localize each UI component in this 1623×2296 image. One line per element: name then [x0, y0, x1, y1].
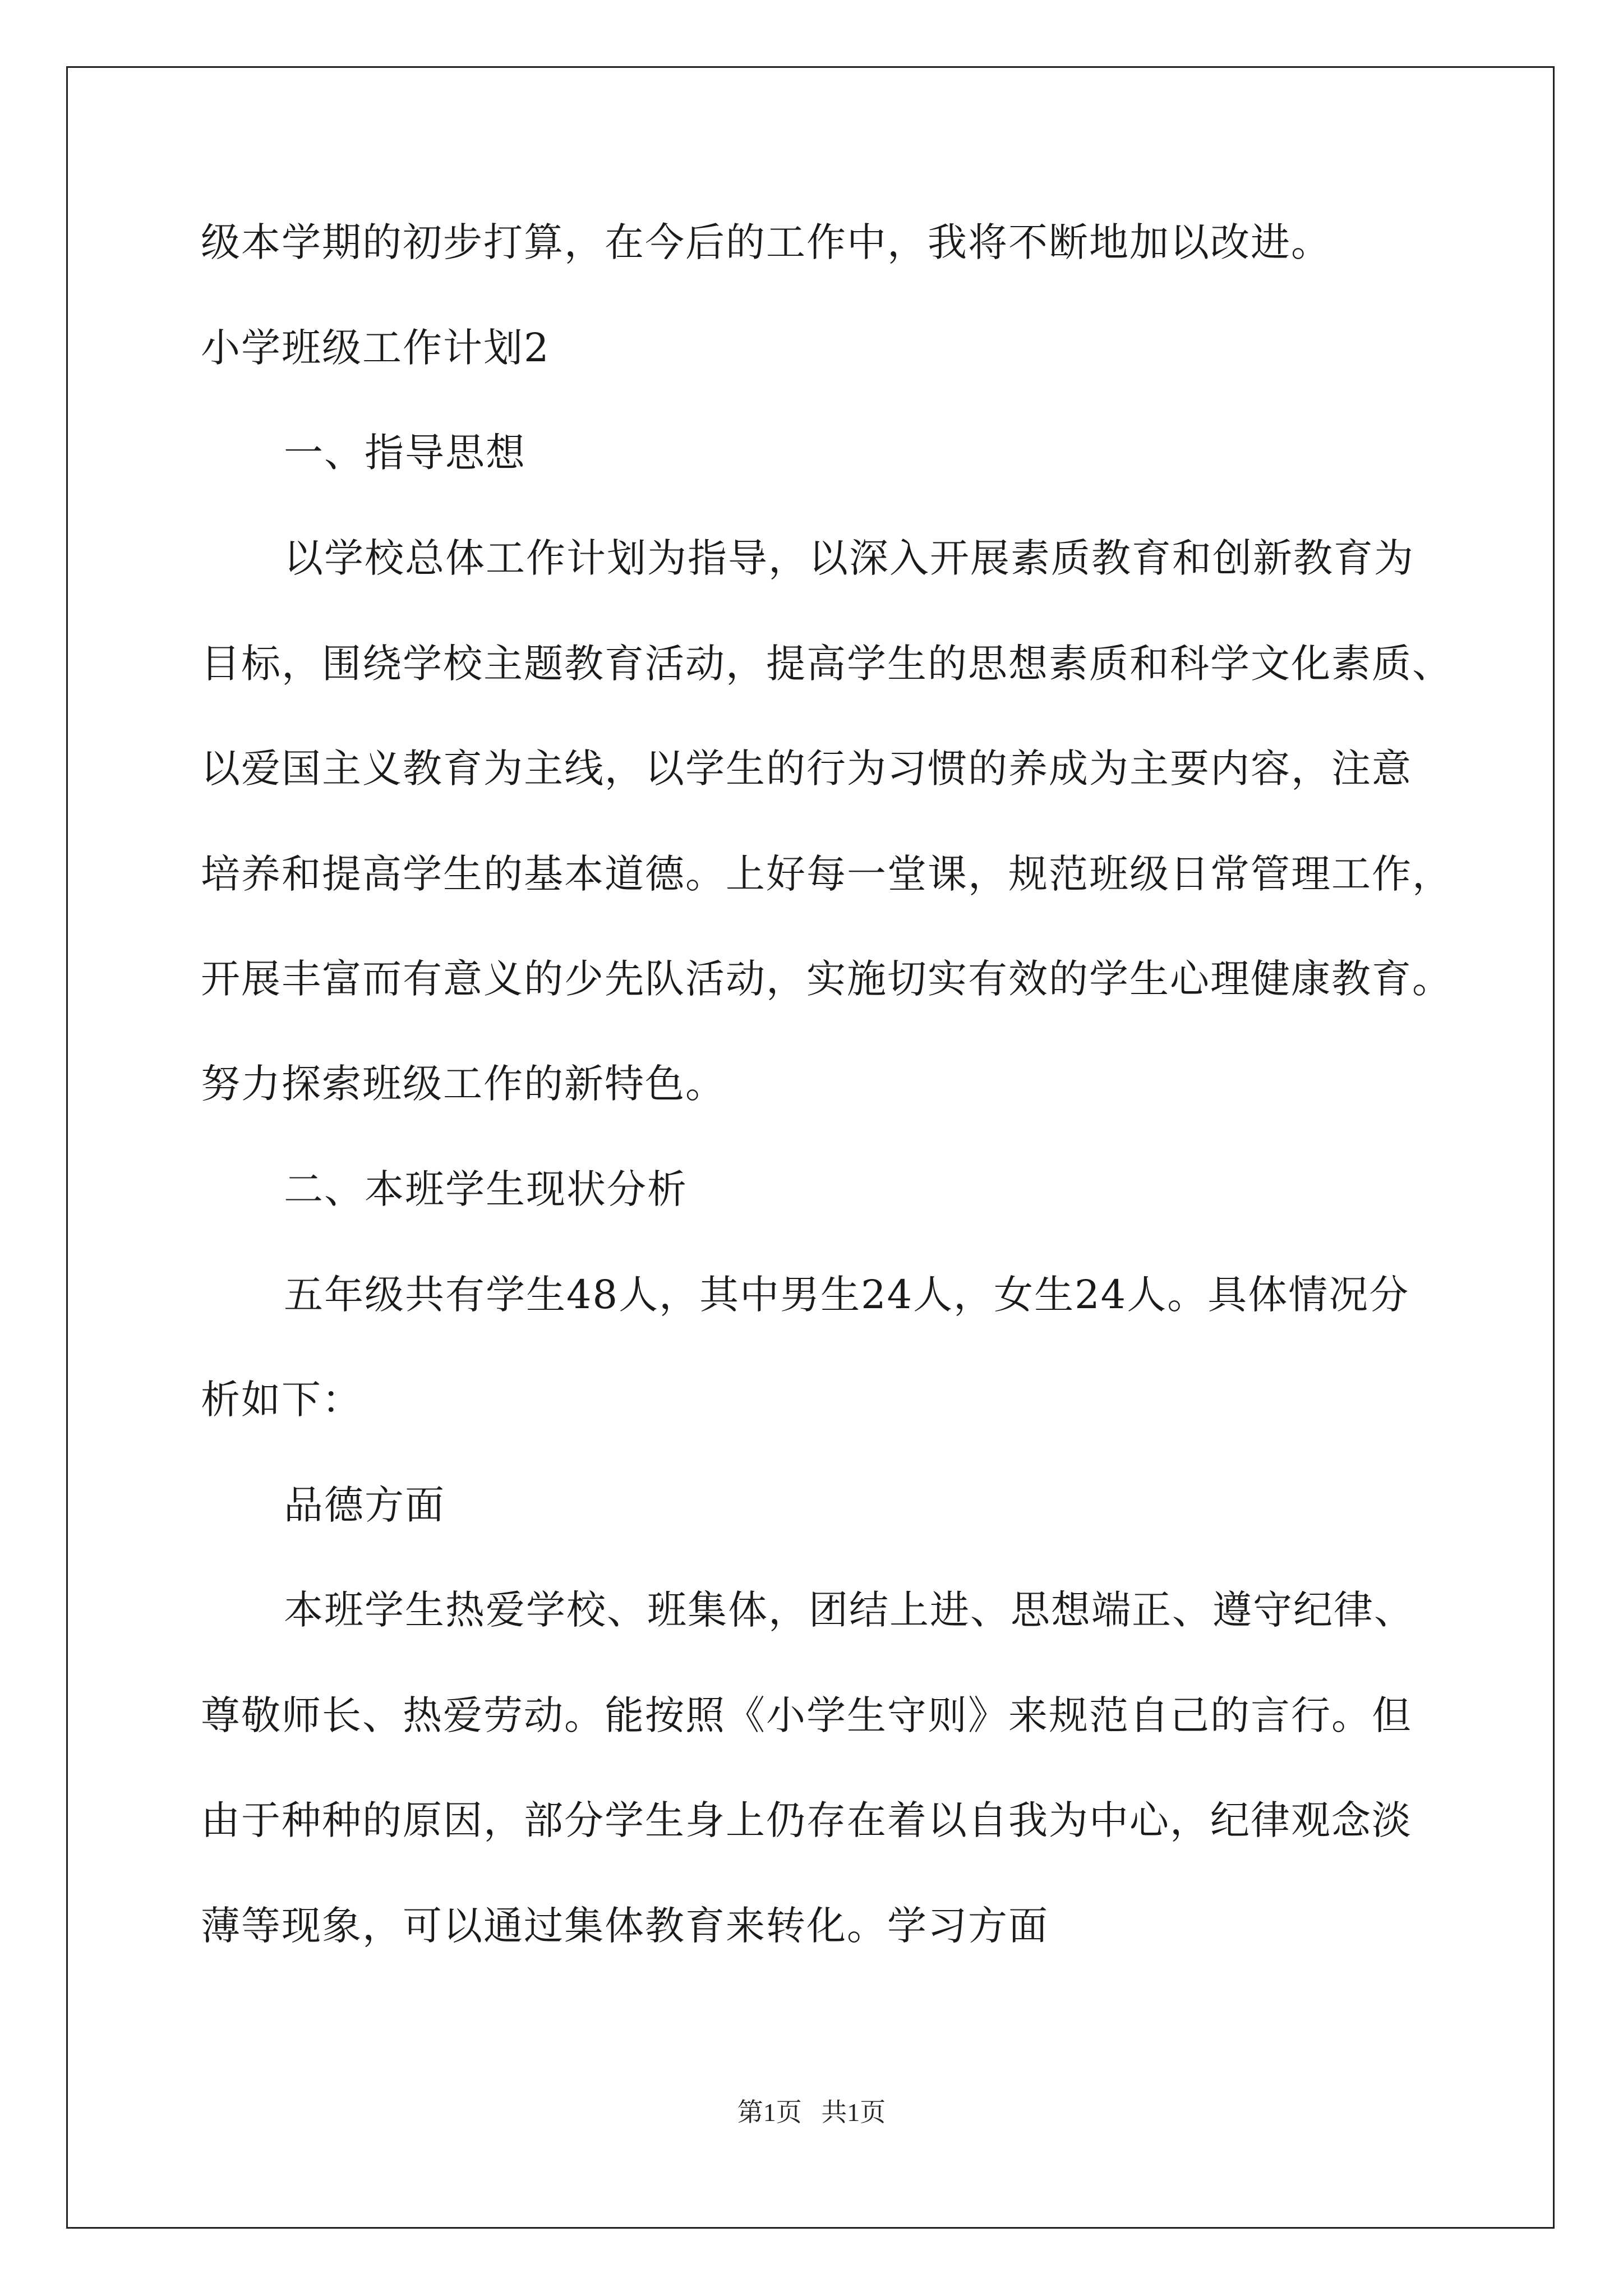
page-number-footer: 第1页 共1页 — [737, 2098, 886, 2127]
body-line: 析如下： — [201, 1377, 362, 1423]
body-line: 开展丰富而有意义的少先队活动，实施切实有效的学生心理健康教育。 — [201, 956, 1453, 1002]
body-line: 目标，围绕学校主题教育活动，提高学生的思想素质和科学文化素质、 — [201, 641, 1453, 687]
heading-class-analysis: 二、本班学生现状分析 — [284, 1166, 688, 1212]
heading-moral-aspect: 品德方面 — [284, 1482, 445, 1528]
heading-guiding-ideology: 一、指导思想 — [284, 430, 526, 476]
body-line: 由于种种的原因，部分学生身上仍存在着以自我为中心，纪律观念淡 — [201, 1797, 1412, 1843]
body-line: 以爱国主义教育为主线，以学生的行为习惯的养成为主要内容，注意 — [201, 746, 1412, 792]
body-line: 以学校总体工作计划为指导，以深入开展素质教育和创新教育为 — [284, 535, 1414, 581]
body-line: 努力探索班级工作的新特色。 — [201, 1061, 726, 1107]
body-line: 培养和提高学生的基本道德。上好每一堂课，规范班级日常管理工作， — [201, 851, 1453, 897]
body-line: 薄等现象，可以通过集体教育来转化。学习方面 — [201, 1903, 1049, 1949]
body-line: 本班学生热爱学校、班集体，团结上进、思想端正、遵守纪律、 — [284, 1587, 1414, 1633]
body-line: 尊敬师长、热爱劳动。能按照《小学生守则》来规范自己的言行。但 — [201, 1692, 1412, 1738]
body-line: 五年级共有学生48人，其中男生24人，女生24人。具体情况分 — [284, 1272, 1410, 1318]
section-title: 小学班级工作计划2 — [201, 325, 550, 371]
body-line: 级本学期的初步打算，在今后的工作中，我将不断地加以改进。 — [201, 219, 1331, 265]
